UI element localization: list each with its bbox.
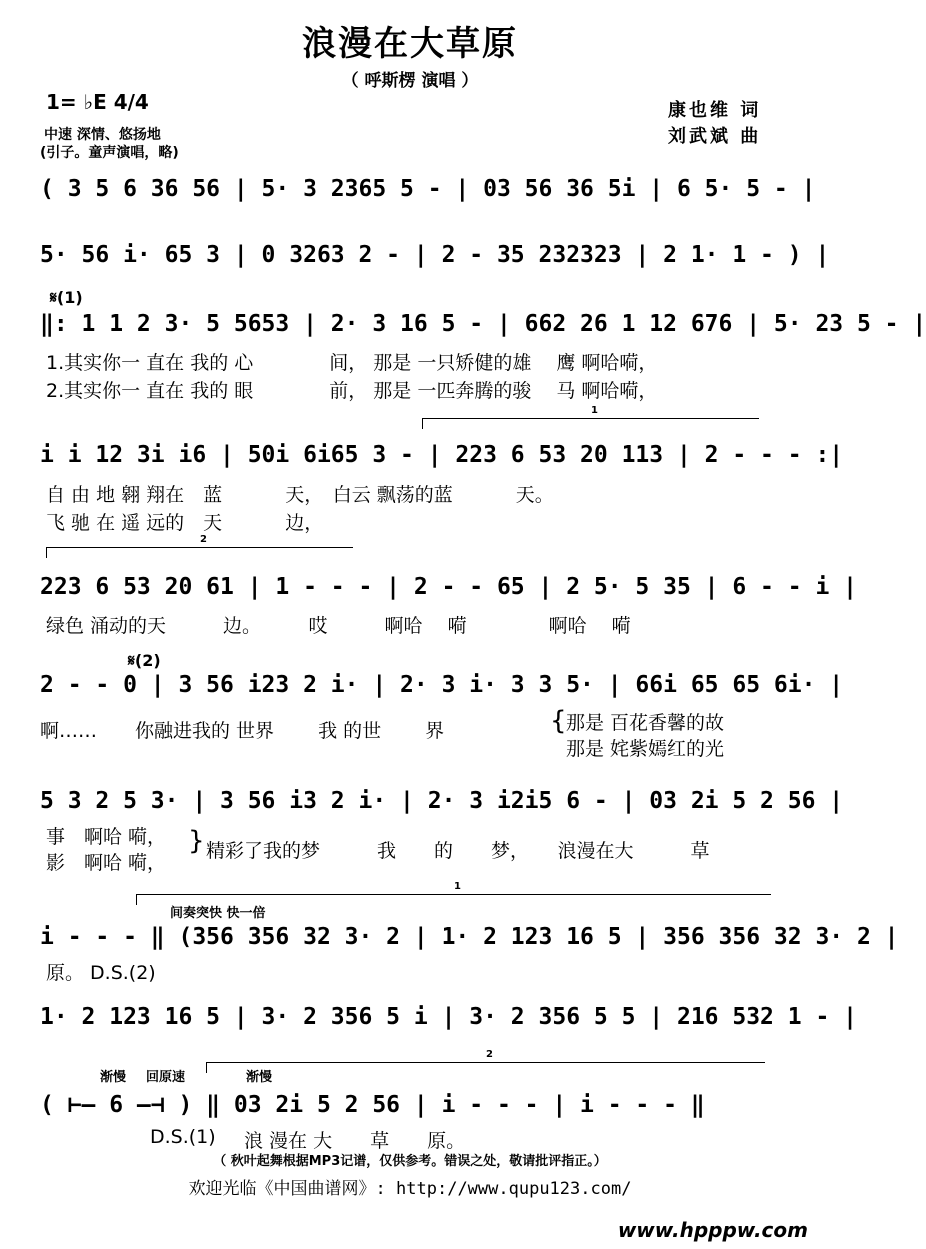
lyric-line-7-a: 事 啊哈 嗬， (46, 826, 167, 848)
score-line-5: 223 6 53 20 61 | 1 - - - | 2 - - 65 | 2 5· 5 35 | 6 - - i | (40, 574, 857, 600)
site-link[interactable]: 欢迎光临《中国曲谱网》: http://www.qupu123.com/ (188, 1179, 632, 1199)
score-line-6: 2 - - 0 | 3 56 i23 2 i· | 2· 3 i· 3 3 5· | 66i 65 65 6i· | (40, 672, 844, 698)
volta-bracket-4: 2 (206, 1062, 765, 1073)
volta-bracket-2: 2 (46, 547, 353, 558)
watermark: www.hpppw.com (617, 1218, 808, 1242)
segno-1: 𝄋(1) (50, 288, 83, 307)
lyric-line-5: 绿色 涌动的天 边。 哎 啊哈 嗬 啊哈 嗬 (46, 615, 631, 637)
tempo-marking: 中速 深情、悠扬地 (44, 127, 161, 143)
score-line-3: ‖: 1 1 2 3· 5 5653 | 2· 3 16 5 - | 662 26 1 12 676 | 5· 23 5 - | (40, 311, 926, 337)
intro-note: (引子。童声演唱，略) (40, 145, 179, 161)
lyric-line-7-b: 影 啊哈 嗬， (46, 852, 167, 874)
score-line-8: i - - - ‖ (356 356 32 3· 2 | 1· 2 123 16 5 | 356 356 32 3· 2 | (40, 924, 899, 950)
score-line-2: 5· 56 i· 65 3 | 0 3263 2 - | 2 - 35 232323 | 2 1· 1 - ) | (40, 242, 830, 268)
lyric-verse-1-a: 1.其实你一 直在 我的 心 间， 那是 一只矫健的雄 鹰 啊哈嗬， (46, 352, 658, 374)
brace-right: } (188, 826, 205, 856)
composer: 刘武斌 曲 (668, 126, 762, 147)
song-title: 浪漫在大草原 (302, 24, 518, 64)
lyric-line-6-c: 那是 姹紫嫣红的光 (566, 738, 725, 760)
brace-left: { (550, 706, 567, 736)
lyric-line-10: 浪 漫在 大 草 原。 (244, 1130, 466, 1152)
lyric-verse-2-a: 2.其实你一 直在 我的 眼 前， 那是 一匹奔腾的骏 马 啊哈嗬， (46, 380, 658, 402)
volta-bracket-3: 1 (136, 894, 771, 905)
performer: （ 呼斯楞 演唱 ） (341, 71, 479, 91)
a-tempo: 回原速 (146, 1070, 186, 1085)
lyric-verse-2-b: 飞 驰 在 遥 远的 天 边， (46, 512, 324, 534)
score-line-9: 1· 2 123 16 5 | 3· 2 356 5 i | 3· 2 356 5 5 | 216 532 1 - | (40, 1004, 857, 1030)
lyric-line-7-c: 精彩了我的梦 我 的 梦， 浪漫在大 草 (206, 840, 710, 862)
segno-2: 𝄋(2) (128, 651, 161, 670)
lyricist: 康也维 词 (668, 100, 762, 121)
lyric-line-8: 原。 D.S.(2) (46, 962, 156, 984)
transcriber-note: （ 秋叶起舞根据MP3记谱，仅供参考。错误之处，敬请批评指正。） (213, 1154, 607, 1169)
volta-bracket-1: 1 (422, 418, 759, 429)
ritardando-1: 渐慢 (100, 1070, 127, 1085)
key-signature: 1= ♭E 4/4 (46, 90, 149, 114)
ds-1: D.S.(1) (150, 1126, 216, 1148)
score-line-4: i i 12 3i i6 | 50i 6i65 3 - | 223 6 53 20 113 | 2 - - - :| (40, 442, 844, 468)
lyric-verse-1-b: 自 由 地 翱 翔在 蓝 天， 白云 飘荡的蓝 天。 (46, 484, 554, 506)
lyric-line-6: 啊…… 你融进我的 世界 我 的世 界 (40, 720, 445, 742)
ritardando-2: 渐慢 (246, 1070, 273, 1085)
interlude-tempo: 间奏突快 快一倍 (170, 906, 266, 921)
lyric-line-6-b: 那是 百花香馨的故 (566, 712, 725, 734)
score-line-7: 5 3 2 5 3· | 3 56 i3 2 i· | 2· 3 i2i5 6 - | 03 2i 5 2 56 | (40, 788, 844, 814)
score-line-10: ( ⊢— 6 —⊣ ) ‖ 03 2i 5 2 56 | i - - - | i - - - ‖ (40, 1092, 705, 1118)
score-line-1: ( 3 5 6 36 56 | 5· 3 2365 5 - | 03 56 36 5i | 6 5· 5 - | (40, 176, 816, 202)
